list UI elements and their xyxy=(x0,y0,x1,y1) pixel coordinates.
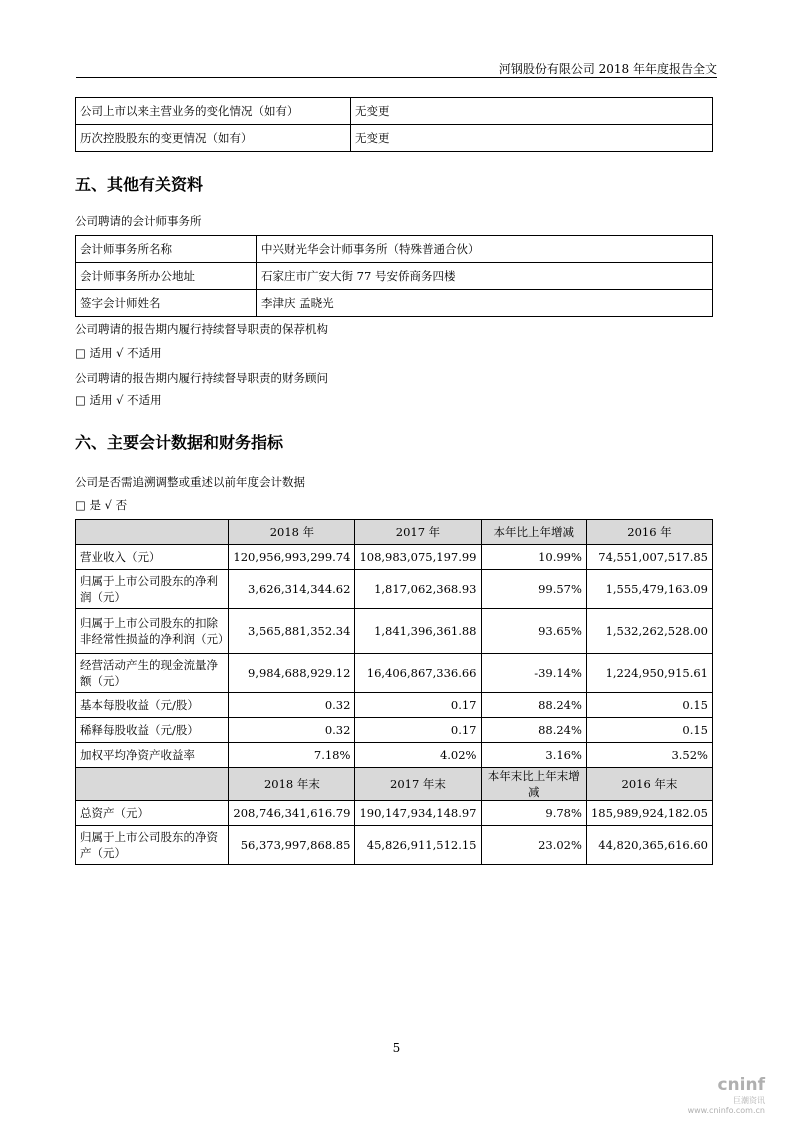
value-cell: 1,817,062,368.93 xyxy=(355,570,481,609)
section-5-title: 五、其他有关资料 xyxy=(75,175,204,194)
restatement-answer: □ 是 √ 否 xyxy=(75,498,128,512)
value-cell: 45,826,911,512.15 xyxy=(355,826,481,865)
row-label: 营业收入（元） xyxy=(76,545,229,570)
value-cell: 93.65% xyxy=(481,609,586,654)
value-cell: 3,565,881,352.34 xyxy=(229,609,355,654)
value-cell: 208,746,341,616.79 xyxy=(229,801,355,826)
row-label: 会计师事务所办公地址 xyxy=(76,263,257,290)
table-row xyxy=(76,693,713,718)
table-row xyxy=(76,718,713,743)
row-label: 经营活动产生的现金流量净额（元） xyxy=(76,654,229,693)
row-value: 无变更 xyxy=(351,98,713,125)
row-label: 总资产（元） xyxy=(76,801,229,826)
header-cell: 2018 年 xyxy=(229,520,355,545)
value-cell: 0.17 xyxy=(355,718,481,743)
value-cell: 9,984,688,929.12 xyxy=(229,654,355,693)
table-row xyxy=(76,545,713,570)
value-cell: 190,147,934,148.97 xyxy=(355,801,481,826)
logo-url-text: www.cninfo.com.cn xyxy=(687,1106,765,1115)
value-cell: 0.15 xyxy=(586,718,712,743)
value-cell: 185,989,924,182.05 xyxy=(586,801,712,826)
table-row xyxy=(76,290,713,317)
value-cell: 44,820,365,616.60 xyxy=(586,826,712,865)
table-row xyxy=(76,743,713,768)
header-cell: 2017 年 xyxy=(355,520,481,545)
row-label: 会计师事务所名称 xyxy=(76,236,257,263)
logo-sub-text: 巨潮资讯 xyxy=(733,1096,765,1105)
value-cell: 7.18% xyxy=(229,743,355,768)
header-divider xyxy=(76,77,717,78)
table-header-row xyxy=(76,520,713,545)
value-cell: 23.02% xyxy=(481,826,586,865)
row-value: 中兴财光华会计师事务所（特殊普通合伙） xyxy=(257,236,713,263)
value-cell: 10.99% xyxy=(481,545,586,570)
value-cell: 108,983,075,197.99 xyxy=(355,545,481,570)
row-label: 归属于上市公司股东的净利润（元） xyxy=(76,570,229,609)
value-cell: 99.57% xyxy=(481,570,586,609)
value-cell: -39.14% xyxy=(481,654,586,693)
row-label: 公司上市以来主营业务的变化情况（如有） xyxy=(76,98,351,125)
financial-indicators-table xyxy=(75,519,713,865)
header-cell: 本年比上年增减 xyxy=(481,520,586,545)
header-cell: 2017 年末 xyxy=(355,768,481,801)
value-cell: 1,224,950,915.61 xyxy=(586,654,712,693)
sponsor-option: □ 适用 √ 不适用 xyxy=(75,346,162,360)
accounting-firm-table xyxy=(75,235,713,317)
value-cell: 1,841,396,361.88 xyxy=(355,609,481,654)
value-cell: 3.52% xyxy=(586,743,712,768)
row-value: 无变更 xyxy=(351,125,713,152)
table-row xyxy=(76,125,713,152)
header-cell: 2016 年 xyxy=(586,520,712,545)
cninfo-logo xyxy=(688,1075,765,1115)
header-cell: 2018 年末 xyxy=(229,768,355,801)
value-cell: 0.17 xyxy=(355,693,481,718)
table-row xyxy=(76,801,713,826)
value-cell: 1,555,479,163.09 xyxy=(586,570,712,609)
table-row xyxy=(76,826,713,865)
table-row xyxy=(76,236,713,263)
row-value: 石家庄市广安大街 77 号安侨商务四楼 xyxy=(257,263,713,290)
row-label: 签字会计师姓名 xyxy=(76,290,257,317)
header-cell: 本年末比上年末增减 xyxy=(481,768,586,801)
logo-main-text: cninf xyxy=(717,1075,765,1095)
accounting-firm-intro: 公司聘请的会计师事务所 xyxy=(75,214,202,228)
sponsor-text: 公司聘请的报告期内履行持续督导职责的保荐机构 xyxy=(75,322,328,336)
page-number: 5 xyxy=(392,1041,401,1055)
value-cell: 4.02% xyxy=(355,743,481,768)
header-cell: 2016 年末 xyxy=(586,768,712,801)
value-cell: 9.78% xyxy=(481,801,586,826)
value-cell: 88.24% xyxy=(481,718,586,743)
row-label: 加权平均净资产收益率 xyxy=(76,743,229,768)
table-row xyxy=(76,654,713,693)
table-row xyxy=(76,98,713,125)
advisor-text: 公司聘请的报告期内履行持续督导职责的财务顾问 xyxy=(75,371,328,385)
page-header-title: 河钢股份有限公司 2018 年年度报告全文 xyxy=(498,62,717,76)
value-cell: 0.15 xyxy=(586,693,712,718)
table-header-row xyxy=(76,768,713,801)
table-row xyxy=(76,609,713,654)
value-cell: 3,626,314,344.62 xyxy=(229,570,355,609)
restatement-question: 公司是否需追溯调整或重述以前年度会计数据 xyxy=(75,475,305,489)
row-label: 历次控股股东的变更情况（如有） xyxy=(76,125,351,152)
value-cell: 74,551,007,517.85 xyxy=(586,545,712,570)
value-cell: 56,373,997,868.85 xyxy=(229,826,355,865)
row-value: 李津庆 孟晓光 xyxy=(257,290,713,317)
advisor-option: □ 适用 √ 不适用 xyxy=(75,393,162,407)
value-cell: 0.32 xyxy=(229,693,355,718)
value-cell: 88.24% xyxy=(481,693,586,718)
row-label: 基本每股收益（元/股） xyxy=(76,693,229,718)
value-cell: 0.32 xyxy=(229,718,355,743)
row-label: 归属于上市公司股东的净资产（元） xyxy=(76,826,229,865)
row-label: 归属于上市公司股东的扣除非经常性损益的净利润（元） xyxy=(76,609,229,654)
value-cell: 1,532,262,528.00 xyxy=(586,609,712,654)
business-change-table xyxy=(75,97,713,152)
section-6-title: 六、主要会计数据和财务指标 xyxy=(75,433,284,452)
table-row xyxy=(76,570,713,609)
value-cell: 3.16% xyxy=(481,743,586,768)
table-row xyxy=(76,263,713,290)
value-cell: 120,956,993,299.74 xyxy=(229,545,355,570)
value-cell: 16,406,867,336.66 xyxy=(355,654,481,693)
row-label: 稀释每股收益（元/股） xyxy=(76,718,229,743)
header-cell xyxy=(76,768,229,801)
header-cell xyxy=(76,520,229,545)
